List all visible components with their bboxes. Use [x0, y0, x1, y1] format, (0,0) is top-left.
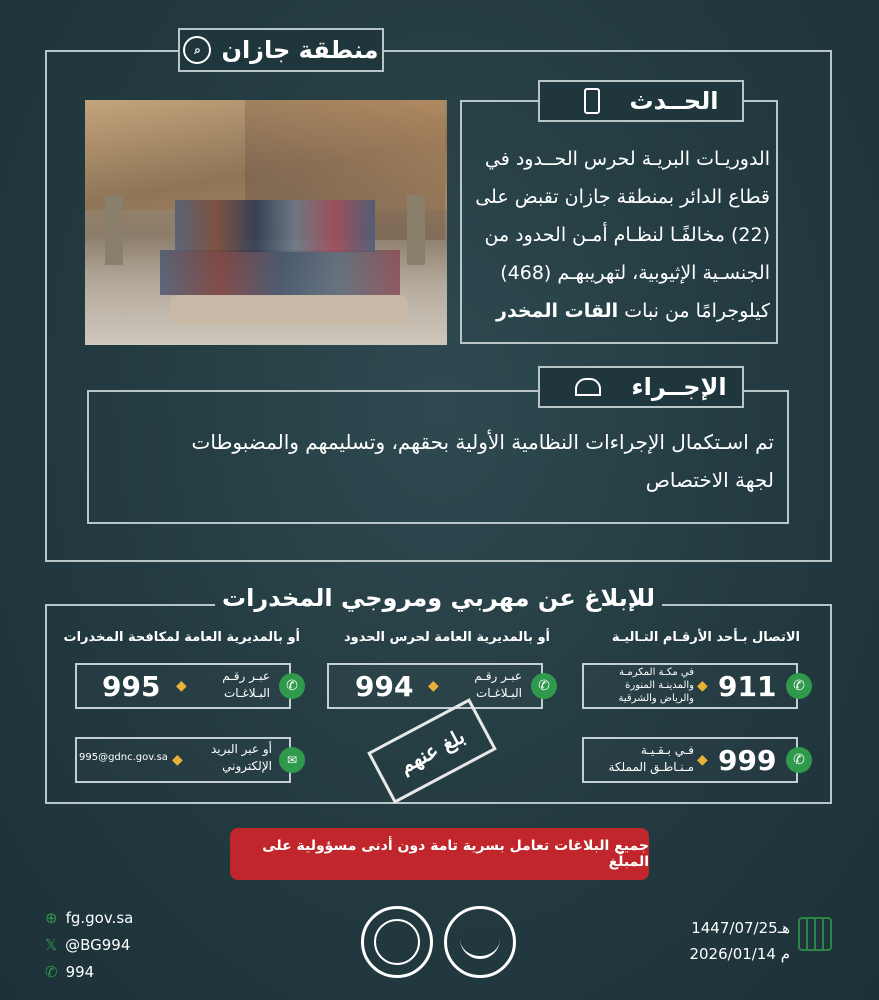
phone-icon: ✆: [531, 673, 557, 699]
email-address[interactable]: 995@gdnc.gov.sa: [79, 752, 168, 763]
report-heading: للإبلاغ عن مهربي ومروجي المخدرات: [221, 584, 656, 612]
twitter-row[interactable]: 𝕏 @BG994: [45, 932, 133, 959]
col2-header: أو بالمديرية العامة لحرس الحدود: [344, 630, 550, 645]
chevron-icon: ◆: [697, 752, 708, 768]
stamp-text: بلغ عنهم: [395, 723, 469, 779]
action-line: لجهة الاختصاص: [645, 468, 774, 492]
event-line: الدوريـات البريـة لحرس الحــدود في: [484, 148, 770, 170]
col1-header: الاتصال بـأحد الأرقـام التـاليـة: [611, 630, 800, 645]
alarm-light-icon: [575, 378, 601, 396]
hotline-995-label: عبـر رقـم البـلاغـات: [222, 669, 270, 700]
globe-icon: ⊕: [45, 909, 58, 927]
website-row[interactable]: ⊕ fg.gov.sa: [45, 905, 133, 932]
hotline-995-number: 995: [102, 670, 161, 703]
chevron-icon: ◆: [176, 678, 187, 694]
notice-text: جميع البلاغات تعامل بسرية تامة دون أدنى مسؤولية على المبلّغ: [262, 838, 649, 870]
chevron-icon: ◆: [172, 752, 183, 768]
calendar-icon: [798, 917, 832, 951]
hotline-911-number: 911: [718, 670, 777, 703]
col3-header: أو بالمديرية العامة لمكافحة المخدرات: [63, 630, 300, 645]
ministry-emblem: [444, 906, 516, 978]
hotline-994-label: عبـر رقـم البـلاغـات: [474, 669, 522, 700]
action-title: الإجــراء: [631, 373, 727, 401]
region-title: منطقة جازان: [221, 36, 379, 64]
hotline-994-number: 994: [355, 670, 414, 703]
event-line-last: كيلوجرامًا من نبات القات المخدر: [496, 300, 770, 322]
hotline-999-regions: فـي بـقـيـة مـنـاطـق المملكة: [608, 743, 694, 774]
arrest-photo: [85, 100, 447, 345]
phone-icon: ✆: [786, 673, 812, 699]
report-frame-top-left: [45, 604, 215, 606]
email-label: أو عبر البريد الإلكتروني: [210, 742, 272, 773]
event-title: الحــدث: [629, 87, 719, 115]
hotline-999-number: 999: [718, 744, 777, 777]
action-title-box: [538, 366, 744, 408]
event-line: الجنسـية الإثيوبية، لتهريبهـم (468): [500, 262, 770, 284]
action-line: تم اسـتكمال الإجراءات النظامية الأولية بحقهم، وتسليمهم والمضبوطات: [191, 430, 774, 454]
hotline-911-regions: في مكـة المكرمـة والمدينـة المنورة والرياض والشرقية: [618, 667, 694, 704]
frame-top-right: [384, 50, 832, 52]
email-icon: ✉: [279, 747, 305, 773]
event-highlight: القات المخدر: [496, 300, 619, 322]
footer-contacts: [45, 905, 133, 986]
confidentiality-notice: [230, 828, 649, 880]
phone-icon: ✆: [786, 747, 812, 773]
date-hijri: 1447/07/25هـ: [691, 919, 790, 937]
border-guard-emblem: [361, 906, 433, 978]
phone-row[interactable]: ✆ 994: [45, 959, 133, 986]
chevron-icon: ◆: [697, 678, 708, 694]
dates: [640, 915, 790, 967]
map-search-icon: ⌕: [183, 36, 211, 64]
phone-icon: ✆: [279, 673, 305, 699]
event-title-box: [538, 80, 744, 122]
chevron-icon: ◆: [428, 678, 439, 694]
x-logo-icon: 𝕏: [45, 936, 58, 954]
event-text: [468, 140, 770, 330]
walkie-talkie-icon: [584, 88, 600, 114]
phone-icon: ✆: [45, 963, 58, 981]
event-line: قطاع الدائر بمنطقة جازان تقبض على: [475, 186, 770, 208]
action-text: [100, 423, 774, 499]
event-line: (22) مخالفًـا لنظـام أمـن الحدود من: [484, 224, 770, 246]
report-frame-top-right: [662, 604, 832, 606]
frame-top-left: [45, 50, 178, 52]
date-gregorian: 2026/01/14 م: [689, 945, 790, 963]
